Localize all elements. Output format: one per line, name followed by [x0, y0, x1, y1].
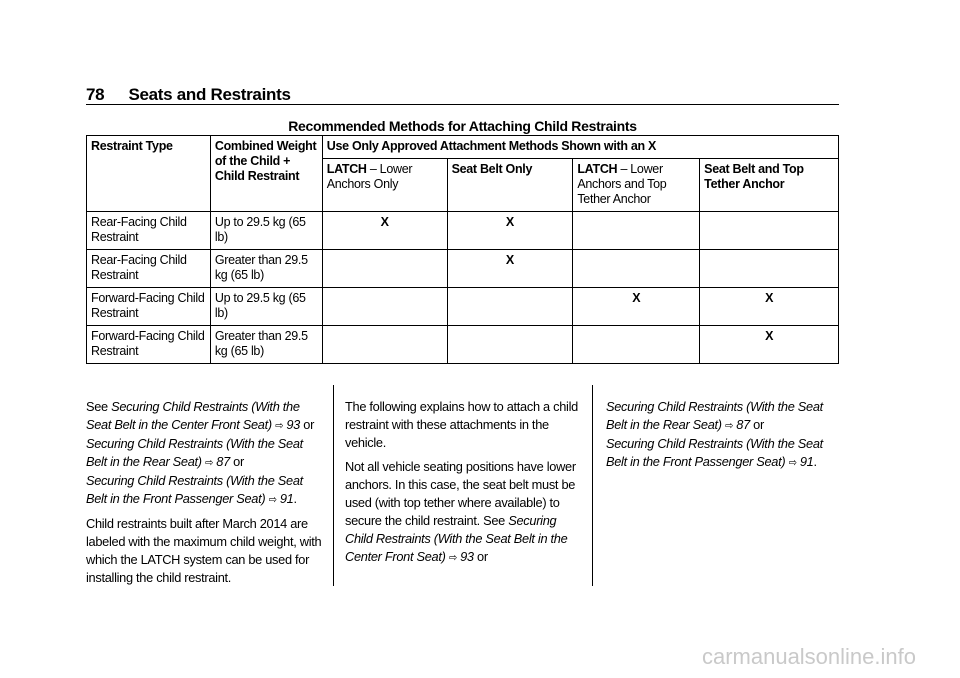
table-row [87, 326, 839, 364]
text-column-1 [86, 398, 324, 593]
row-mark [447, 288, 573, 326]
page-number: 78 [86, 85, 105, 104]
row-mark [322, 288, 447, 326]
page-ref-arrow-icon: ⇨ [788, 457, 797, 469]
table-row [87, 212, 839, 250]
watermark: carmanualsonline.info [701, 644, 916, 669]
row-mark: X [700, 288, 839, 326]
text-column-2 [345, 398, 583, 573]
page-header [86, 85, 291, 105]
row-restraint-type: Rear-Facing Child Restraint [87, 250, 211, 288]
header-use-only: Use Only Approved Attachment Methods Shown with an X [322, 136, 838, 159]
header-combined-weight: Combined Weight of the Child + Child Restraint [210, 136, 322, 212]
row-restraint-type: Forward-Facing Child Restraint [87, 326, 211, 364]
header-restraint-type: Restraint Type [87, 136, 211, 212]
paragraph: The following explains how to attach a child restraint with these attachments in the vehicle. [345, 399, 578, 450]
header-rule [86, 104, 839, 105]
paragraph: See Securing Child Restraints (With the Seat Belt in the Center Front Seat) ⇨ 93 or Securing Child Restraints (With the Seat Belt in the Rear Seat) ⇨ 87 or Securing Child Restraints (With the Seat Belt in the Front Passenger Seat) ⇨ 91. [86, 399, 315, 506]
cross-reference-link[interactable]: Securing Child Restraints (With the Seat Belt in the Front Passenger Seat) [606, 436, 823, 469]
column-divider [592, 385, 593, 586]
paragraph: Securing Child Restraints (With the Seat Belt in the Rear Seat) ⇨ 87 or Securing Child Restraints (With the Seat Belt in the Front Passenger Seat) ⇨ 91. [606, 399, 823, 469]
row-mark [322, 326, 447, 364]
paragraph: Child restraints built after March 2014 are labeled with the maximum child weight, with which the LATCH system can be used for installing the child restraint. [86, 516, 322, 585]
table-row [87, 288, 839, 326]
row-restraint-type: Rear-Facing Child Restraint [87, 212, 211, 250]
table-row [87, 250, 839, 288]
cross-reference-link[interactable]: Securing Child Restraints (With the Seat Belt in the Center Front Seat) [86, 399, 300, 432]
page-ref-arrow-icon: ⇨ [205, 457, 214, 469]
page-ref-arrow-icon: ⇨ [448, 552, 457, 564]
section-title: Seats and Restraints [128, 85, 291, 104]
method-seat-belt-top-tether: Seat Belt and Top Tether Anchor [700, 159, 839, 212]
method-latch-lower: LATCH – Lower Anchors Only [322, 159, 447, 212]
page-ref-arrow-icon: ⇨ [275, 420, 284, 432]
page-ref-number[interactable]: 87 [736, 417, 750, 432]
row-restraint-type: Forward-Facing Child Restraint [87, 288, 211, 326]
cross-reference-link[interactable]: Securing Child Restraints (With the Seat Belt in the Rear Seat) [606, 399, 823, 432]
page-ref-number[interactable]: 91 [279, 491, 294, 506]
child-restraint-table [86, 135, 839, 364]
row-mark [573, 250, 700, 288]
row-mark [573, 212, 700, 250]
row-mark [447, 326, 573, 364]
paragraph: Not all vehicle seating positions have lower anchors. In this case, the seat belt must be used (with top tether where available) to secure the child restraint. See Securing Child Restraints (With the Seat Belt in the Center Front Seat) ⇨ 93 or [345, 459, 576, 564]
row-mark: X [322, 212, 447, 250]
cross-reference-link[interactable]: Securing Child Restraints (With the Seat Belt in the Center Front Seat) [345, 513, 568, 564]
cross-reference-link[interactable]: Securing Child Restraints (With the Seat Belt in the Rear Seat) [86, 436, 303, 469]
row-mark [700, 212, 839, 250]
page-ref-number[interactable]: 93 [460, 549, 474, 564]
method-seat-belt-only: Seat Belt Only [447, 159, 573, 212]
row-mark: X [447, 250, 573, 288]
row-mark [700, 250, 839, 288]
row-mark: X [700, 326, 839, 364]
table-title: Recommended Methods for Attaching Child Restraints [288, 118, 637, 134]
row-mark: X [573, 288, 700, 326]
cross-reference-link[interactable]: Securing Child Restraints (With the Seat Belt in the Front Passenger Seat) [86, 473, 303, 506]
row-weight: Greater than 29.5 kg (65 lb) [210, 326, 322, 364]
row-mark: X [447, 212, 573, 250]
row-weight: Up to 29.5 kg (65 lb) [210, 288, 322, 326]
page-ref-number[interactable]: 87 [216, 454, 230, 469]
method-latch-lower-top: LATCH – Lower Anchors and Top Tether Anchor [573, 159, 700, 212]
column-divider [333, 385, 334, 586]
row-weight: Up to 29.5 kg (65 lb) [210, 212, 322, 250]
row-weight: Greater than 29.5 kg (65 lb) [210, 250, 322, 288]
text-column-3 [606, 398, 844, 478]
page-ref-arrow-icon: ⇨ [725, 420, 734, 432]
page-ref-number[interactable]: 93 [286, 417, 300, 432]
table-header-row [87, 136, 839, 159]
row-mark [322, 250, 447, 288]
page-ref-number[interactable]: 91 [799, 454, 814, 469]
row-mark [573, 326, 700, 364]
page-ref-arrow-icon: ⇨ [268, 494, 277, 506]
